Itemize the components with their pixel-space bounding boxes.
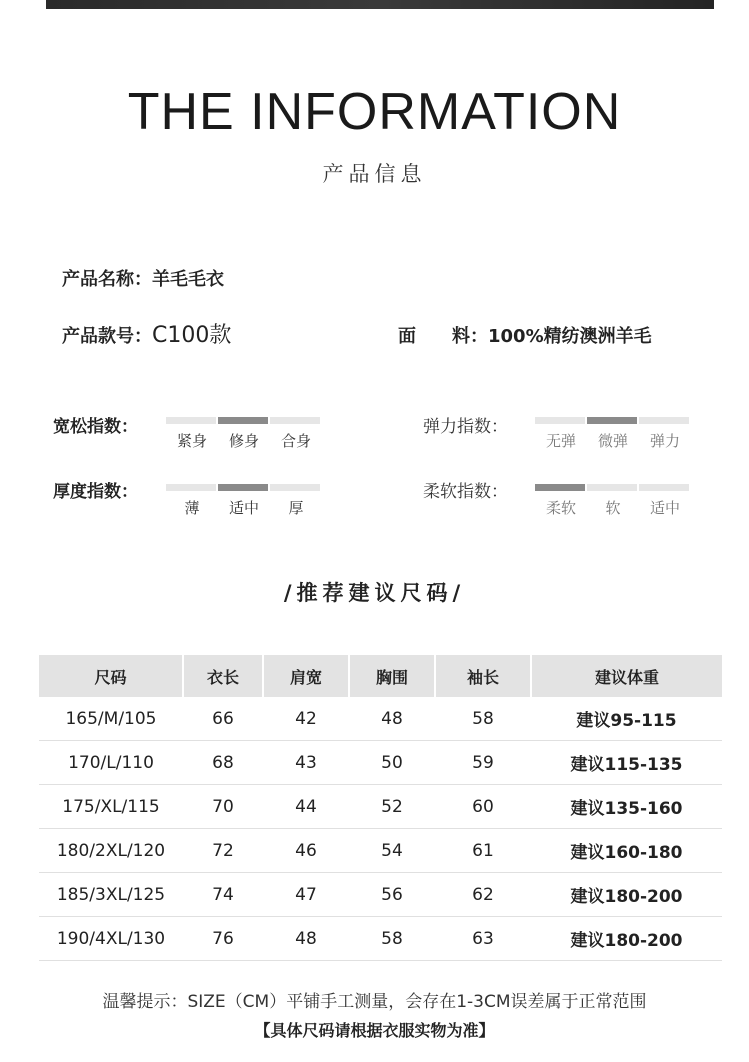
elasticity-option-3: 弹力 (649, 432, 680, 450)
cell-size: 190/4XL/130 (39, 917, 183, 961)
thickness-segment-2 (218, 484, 268, 491)
header-sleeve: 袖长 (435, 655, 531, 697)
softness-index-scale (535, 484, 691, 524)
softness-option-2: 软 (605, 499, 621, 517)
table-row (39, 873, 722, 917)
looseness-index-scale (166, 417, 322, 457)
cell-weight: 建议135-160 (531, 785, 722, 829)
table-row (39, 917, 722, 961)
table-row (39, 829, 722, 873)
fabric-label-b: 料： (452, 326, 488, 347)
cell-weight: 建议115-135 (531, 741, 722, 785)
cell-shoulder: 43 (263, 741, 349, 785)
cell-length: 72 (183, 829, 263, 873)
cell-size: 180/2XL/120 (39, 829, 183, 873)
header-chest: 胸围 (349, 655, 435, 697)
top-banner-bar (46, 0, 714, 9)
fabric-value: 100%精纺澳洲羊毛 (488, 326, 652, 347)
cell-chest: 48 (349, 697, 435, 741)
thickness-option-2: 适中 (228, 499, 259, 517)
fabric-label-a: 面 (398, 326, 416, 347)
product-name-value: 羊毛毛衣 (152, 269, 224, 290)
elasticity-segment-2 (587, 417, 637, 424)
cell-weight: 建议180-200 (531, 917, 722, 961)
thickness-segment-3 (270, 484, 320, 491)
header-length: 衣长 (183, 655, 263, 697)
thickness-index-label: 厚度指数： (53, 482, 138, 502)
cell-sleeve: 60 (435, 785, 531, 829)
softness-option-3: 适中 (649, 499, 680, 517)
softness-index-label: 柔软指数： (423, 482, 508, 502)
cell-weight: 建议95-115 (531, 697, 722, 741)
looseness-segment-1 (166, 417, 216, 424)
cell-chest: 50 (349, 741, 435, 785)
thickness-segment-1 (166, 484, 216, 491)
elasticity-index-label: 弹力指数： (423, 417, 508, 437)
looseness-segment-2 (218, 417, 268, 424)
product-name-label: 产品名称： (62, 269, 152, 290)
cell-length: 76 (183, 917, 263, 961)
looseness-option-1: 紧身 (176, 432, 207, 450)
table-row (39, 697, 722, 741)
product-model-value: C100款 (152, 323, 232, 348)
cell-length: 66 (183, 697, 263, 741)
page-title: THE INFORMATION (127, 83, 622, 141)
elasticity-option-2: 微弹 (597, 432, 628, 450)
cell-shoulder: 48 (263, 917, 349, 961)
looseness-option-3: 合身 (280, 432, 311, 450)
cell-chest: 58 (349, 917, 435, 961)
cell-shoulder: 42 (263, 697, 349, 741)
cell-sleeve: 59 (435, 741, 531, 785)
looseness-index-label: 宽松指数： (53, 417, 138, 437)
elasticity-option-1: 无弹 (545, 432, 576, 450)
cell-chest: 56 (349, 873, 435, 917)
cell-sleeve: 58 (435, 697, 531, 741)
cell-shoulder: 44 (263, 785, 349, 829)
cell-length: 68 (183, 741, 263, 785)
size-section-title: /推荐建议尺码/ (283, 581, 466, 605)
cell-length: 70 (183, 785, 263, 829)
looseness-option-2: 修身 (228, 432, 259, 450)
cell-sleeve: 63 (435, 917, 531, 961)
thickness-option-3: 厚 (288, 499, 304, 517)
elasticity-index-scale (535, 417, 691, 457)
page-subtitle: 产品信息 (322, 162, 427, 186)
softness-segment-1 (535, 484, 585, 491)
cell-shoulder: 46 (263, 829, 349, 873)
cell-weight: 建议180-200 (531, 873, 722, 917)
thickness-option-1: 薄 (184, 499, 200, 517)
softness-segment-3 (639, 484, 689, 491)
measurement-note: 温馨提示：SIZE（CM）平铺手工测量，会存在1-3CM误差属于正常范围 (102, 992, 647, 1012)
elasticity-segment-1 (535, 417, 585, 424)
cell-sleeve: 62 (435, 873, 531, 917)
fabric-row (398, 325, 652, 349)
cell-length: 74 (183, 873, 263, 917)
product-model-row (62, 324, 231, 349)
cell-size: 175/XL/115 (39, 785, 183, 829)
size-table-header (39, 655, 722, 697)
cell-chest: 52 (349, 785, 435, 829)
product-model-label: 产品款号： (62, 326, 152, 347)
softness-segment-2 (587, 484, 637, 491)
softness-option-1: 柔软 (545, 499, 576, 517)
elasticity-segment-3 (639, 417, 689, 424)
cell-weight: 建议160-180 (531, 829, 722, 873)
table-row (39, 741, 722, 785)
product-name-row (62, 268, 224, 292)
cell-size: 185/3XL/125 (39, 873, 183, 917)
cell-chest: 54 (349, 829, 435, 873)
cell-size: 165/M/105 (39, 697, 183, 741)
header-shoulder: 肩宽 (263, 655, 349, 697)
table-row (39, 785, 722, 829)
cell-size: 170/L/110 (39, 741, 183, 785)
size-table (39, 655, 722, 961)
size-disclaimer: 【具体尺码请根据衣服实物为准】 (254, 1021, 495, 1040)
cell-shoulder: 47 (263, 873, 349, 917)
header-weight: 建议体重 (531, 655, 722, 697)
header-size: 尺码 (39, 655, 183, 697)
looseness-segment-3 (270, 417, 320, 424)
thickness-index-scale (166, 484, 322, 524)
cell-sleeve: 61 (435, 829, 531, 873)
